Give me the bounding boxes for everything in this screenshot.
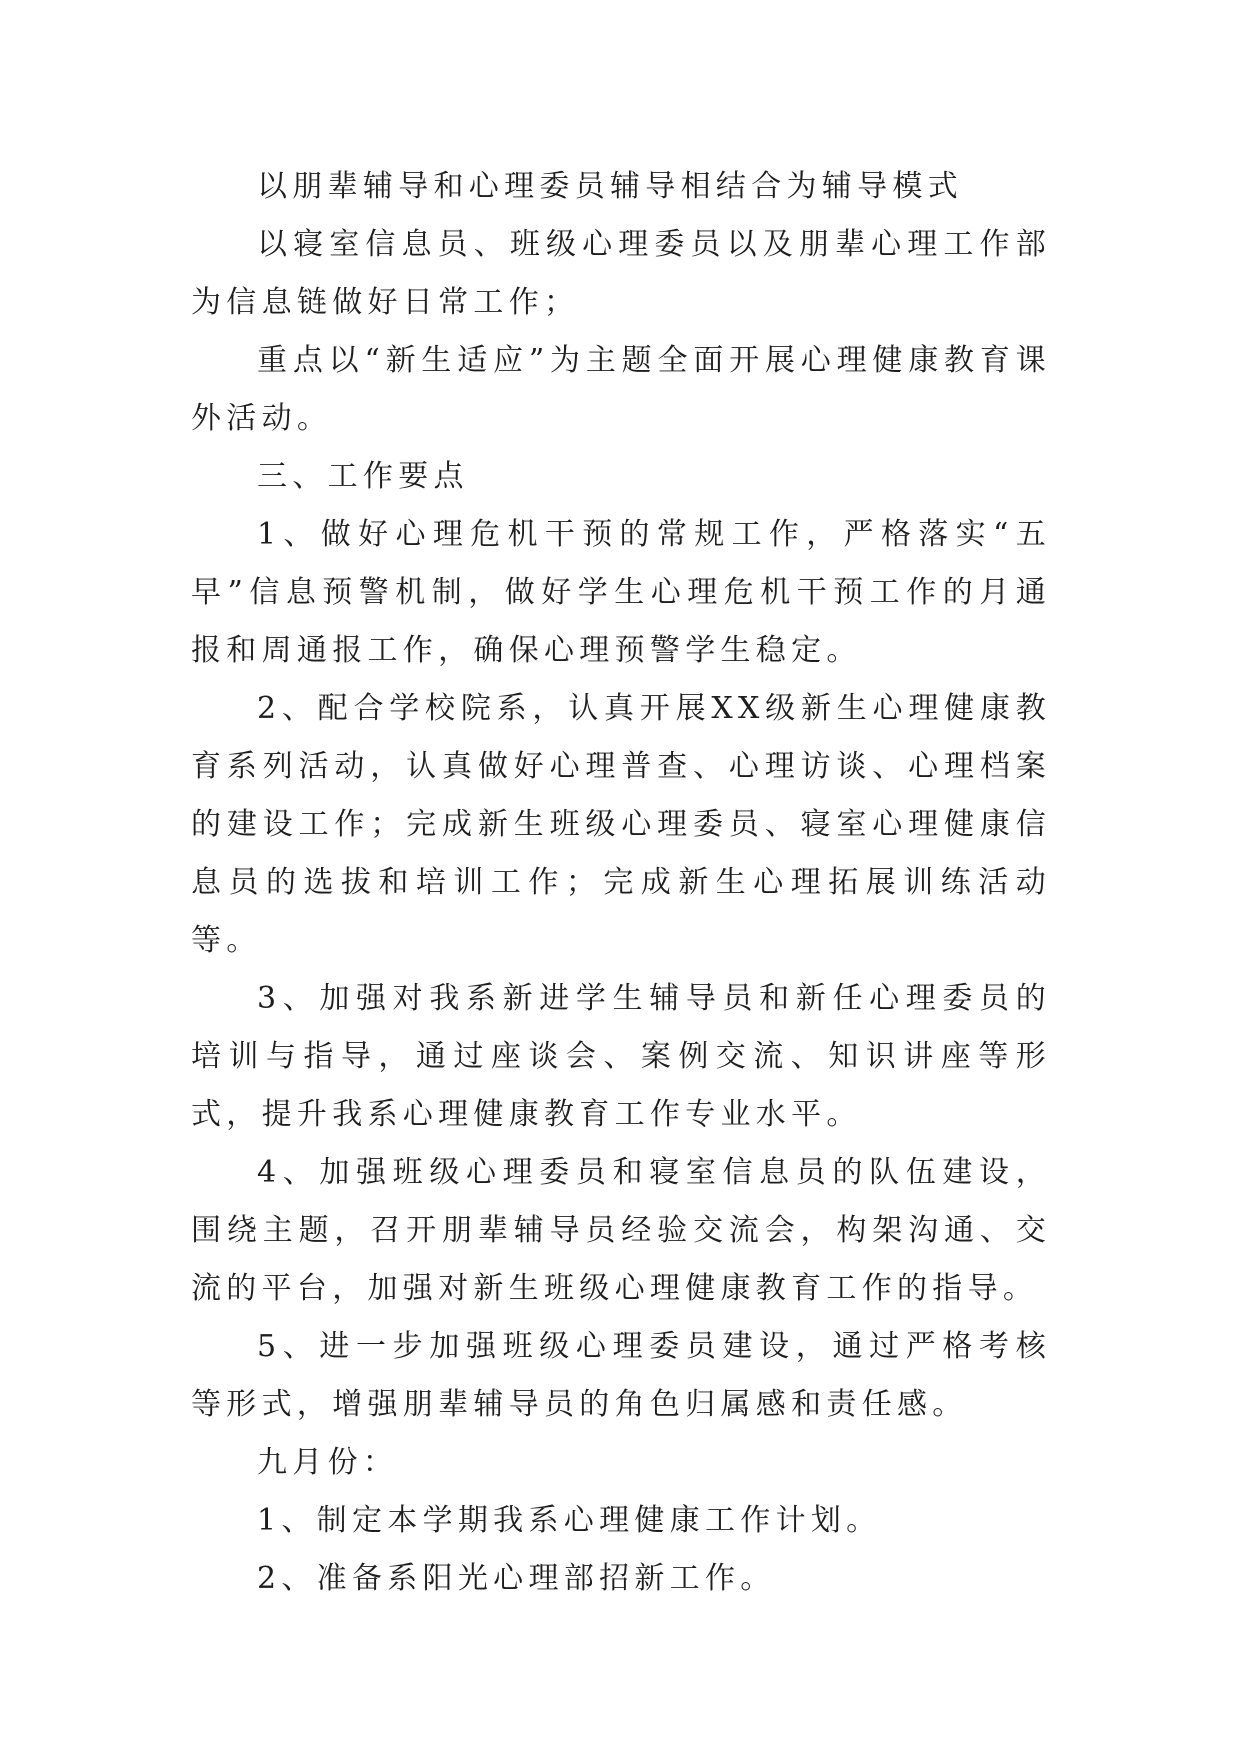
paragraph-counseling-mode: 以朋辈辅导和心理委员辅导相结合为辅导模式 <box>257 169 963 204</box>
paragraph-information-chain: 以寝室信息员、班级心理委员以及朋辈心理工作部为信息链做好日常工作； <box>191 227 1051 320</box>
list-item-1: 1、做好心理危机干预的常规工作，严格落实“五早”信息预警机制，做好学生心理危机干预工作的月通报和周通报工作，确保心理预警学生稳定。 <box>191 517 1051 668</box>
september-item-2: 2、准备系阳光心理部招新工作。 <box>257 1561 776 1596</box>
list-item-4: 4、加强班级心理委员和寝室信息员的队伍建设，围绕主题，召开朋辈辅导员经验交流会，构架沟通、交流的平台，加强对新生班级心理健康教育工作的指导。 <box>191 1155 1051 1306</box>
paragraph-freshman-adaptation: 重点以“新生适应”为主题全面开展心理健康教育课外活动。 <box>191 343 1051 436</box>
section-heading-work-points: 三、工作要点 <box>257 459 469 494</box>
september-item-1: 1、制定本学期我系心理健康工作计划。 <box>257 1503 882 1538</box>
document-body <box>191 158 1051 1608</box>
month-heading-september: 九月份： <box>257 1445 399 1480</box>
list-item-2: 2、配合学校院系，认真开展XX级新生心理健康教育系列活动，认真做好心理普查、心理访谈、心理档案的建设工作；完成新生班级心理委员、寝室心理健康信息员的选拔和培训工作；完成新生心理拓展训练活动等。 <box>191 691 1051 958</box>
list-item-5: 5、进一步加强班级心理委员建设，通过严格考核等形式，增强朋辈辅导员的角色归属感和责任感。 <box>191 1329 1051 1422</box>
list-item-3: 3、加强对我系新进学生辅导员和新任心理委员的培训与指导，通过座谈会、案例交流、知识讲座等形式，提升我系心理健康教育工作专业水平。 <box>191 981 1051 1132</box>
